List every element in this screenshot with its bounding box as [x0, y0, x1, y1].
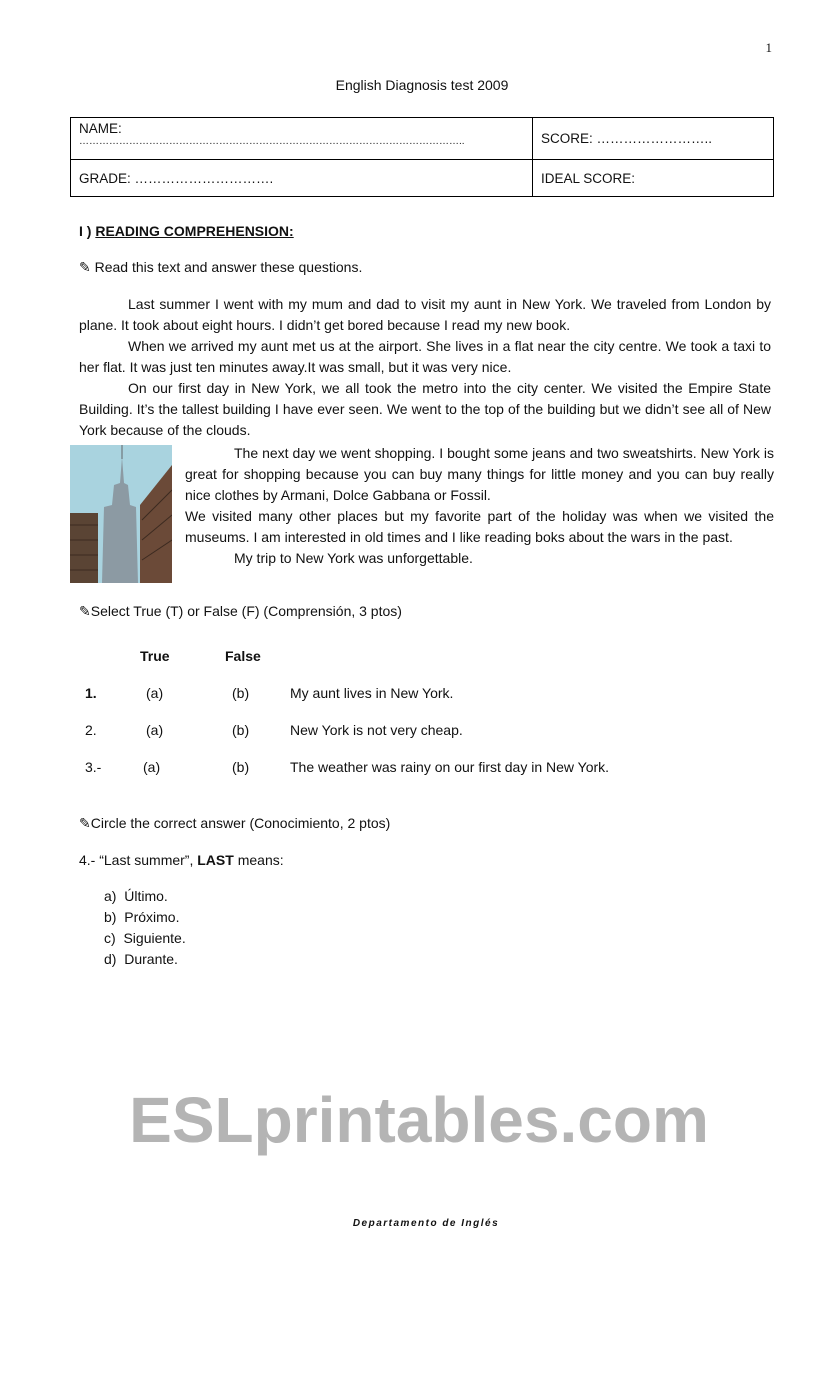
- item-number: 1.: [85, 685, 97, 701]
- option-text: Durante.: [124, 951, 178, 967]
- ideal-score-label: IDEAL SCORE:: [541, 170, 636, 186]
- option-text: Próximo.: [124, 909, 180, 925]
- score-cell[interactable]: [533, 118, 774, 160]
- option-true[interactable]: (a): [143, 759, 161, 775]
- question-keyword: LAST: [197, 852, 234, 868]
- answer-option[interactable]: [104, 907, 774, 928]
- paragraph: On our first day in New York, we all took the metro into the city center. We visited the Empire State Building. It’s the tallest building I have ever seen. We went to the top of the building but we didn’t see all of New York because of the clouds.: [79, 380, 771, 438]
- true-false-item: [70, 685, 774, 701]
- document-body: [70, 40, 774, 970]
- answer-option[interactable]: [104, 949, 774, 970]
- option-true[interactable]: (a): [146, 722, 164, 738]
- statement: The weather was rainy on our first day in New York.: [290, 759, 610, 775]
- page-number: 1: [765, 40, 772, 55]
- true-false-header: [70, 648, 774, 664]
- grade-cell[interactable]: [71, 160, 533, 197]
- paragraph: We visited many other places but my favorite part of the holiday was when we visited the museums. I am interested in old times and I like reading boks about the wars in the past.: [185, 508, 774, 545]
- student-info-table: [70, 117, 774, 197]
- section-title: READING COMPREHENSION:: [95, 223, 294, 239]
- option-text: Siguiente.: [123, 930, 186, 946]
- option-letter: d): [104, 951, 117, 967]
- section-heading: [79, 223, 774, 239]
- option-letter: c): [104, 930, 116, 946]
- document-title: English Diagnosis test 2009: [335, 77, 509, 93]
- name-blank: ……………………………………………………………………………………………………..: [79, 136, 465, 147]
- circle-instruction-text: Circle the correct answer (Conocimiento, 2 ptos): [90, 815, 391, 831]
- paragraph: When we arrived my aunt met us at the airport. She lives in a flat near the city centre. We took a taxi to her flat. It was just ten minutes away.It was small, but it was very nice.: [79, 338, 771, 375]
- paragraph: My trip to New York was unforgettable.: [234, 550, 473, 566]
- circle-instruction: [79, 815, 774, 832]
- false-column-header: False: [225, 648, 261, 664]
- answer-option[interactable]: [104, 928, 774, 949]
- pencil-icon: ✎: [79, 815, 91, 831]
- name-label: NAME:: [79, 121, 122, 136]
- option-letter: b): [104, 909, 117, 925]
- statement: New York is not very cheap.: [290, 722, 463, 738]
- option-false[interactable]: (b): [232, 722, 250, 738]
- statement: My aunt lives in New York.: [290, 685, 454, 701]
- option-true[interactable]: (a): [146, 685, 164, 701]
- reading-text-beside-photo: [185, 443, 774, 583]
- paragraph: The next day we went shopping. I bought some jeans and two sweatshirts. New York is great for shopping because you can buy many things for little money and you can buy really nice clothes by Armani, Dolce Gabbana or Fossil.: [185, 445, 774, 503]
- question-4: [79, 852, 774, 868]
- answer-option[interactable]: [104, 886, 774, 907]
- reading-text: [79, 294, 771, 441]
- true-false-instruction-text: Select True (T) or False (F) (Comprensión, 3 ptos): [90, 603, 402, 619]
- question-suffix: means:: [237, 852, 284, 868]
- ideal-score-cell[interactable]: [533, 160, 774, 197]
- footer: Departamento de Inglés: [352, 1218, 500, 1229]
- photo-and-text: [70, 443, 774, 583]
- true-column-header: True: [140, 648, 170, 664]
- option-false[interactable]: (b): [232, 685, 250, 701]
- paragraph: Last summer I went with my mum and dad to visit my aunt in New York. We traveled from London by plane. It took about eight hours. I didn’t get bored because I read my new book.: [79, 296, 771, 333]
- item-number: 2.: [85, 722, 97, 738]
- read-instruction-text: Read this text and answer these questions.: [94, 259, 363, 275]
- read-instruction: [79, 259, 774, 276]
- question-prefix: 4.- “Last summer”,: [79, 852, 194, 868]
- score-label: SCORE: ……………………..: [541, 131, 713, 146]
- option-false[interactable]: (b): [232, 759, 250, 775]
- watermark: ESLprintables.com: [129, 1084, 709, 1156]
- empire-state-building-photo: [70, 445, 172, 583]
- true-false-item: [70, 722, 774, 738]
- pencil-icon: ✎: [79, 603, 91, 619]
- option-letter: a): [104, 888, 117, 904]
- true-false-instruction: [79, 603, 774, 620]
- answer-options: [104, 886, 774, 970]
- pencil-icon: ✎: [79, 259, 91, 275]
- grade-label: GRADE: ………………………….: [79, 170, 274, 186]
- section-number: I ): [79, 223, 92, 239]
- name-cell[interactable]: [71, 118, 533, 160]
- option-text: Último.: [124, 888, 168, 904]
- item-number: 3.-: [85, 759, 102, 775]
- true-false-item: [70, 759, 774, 775]
